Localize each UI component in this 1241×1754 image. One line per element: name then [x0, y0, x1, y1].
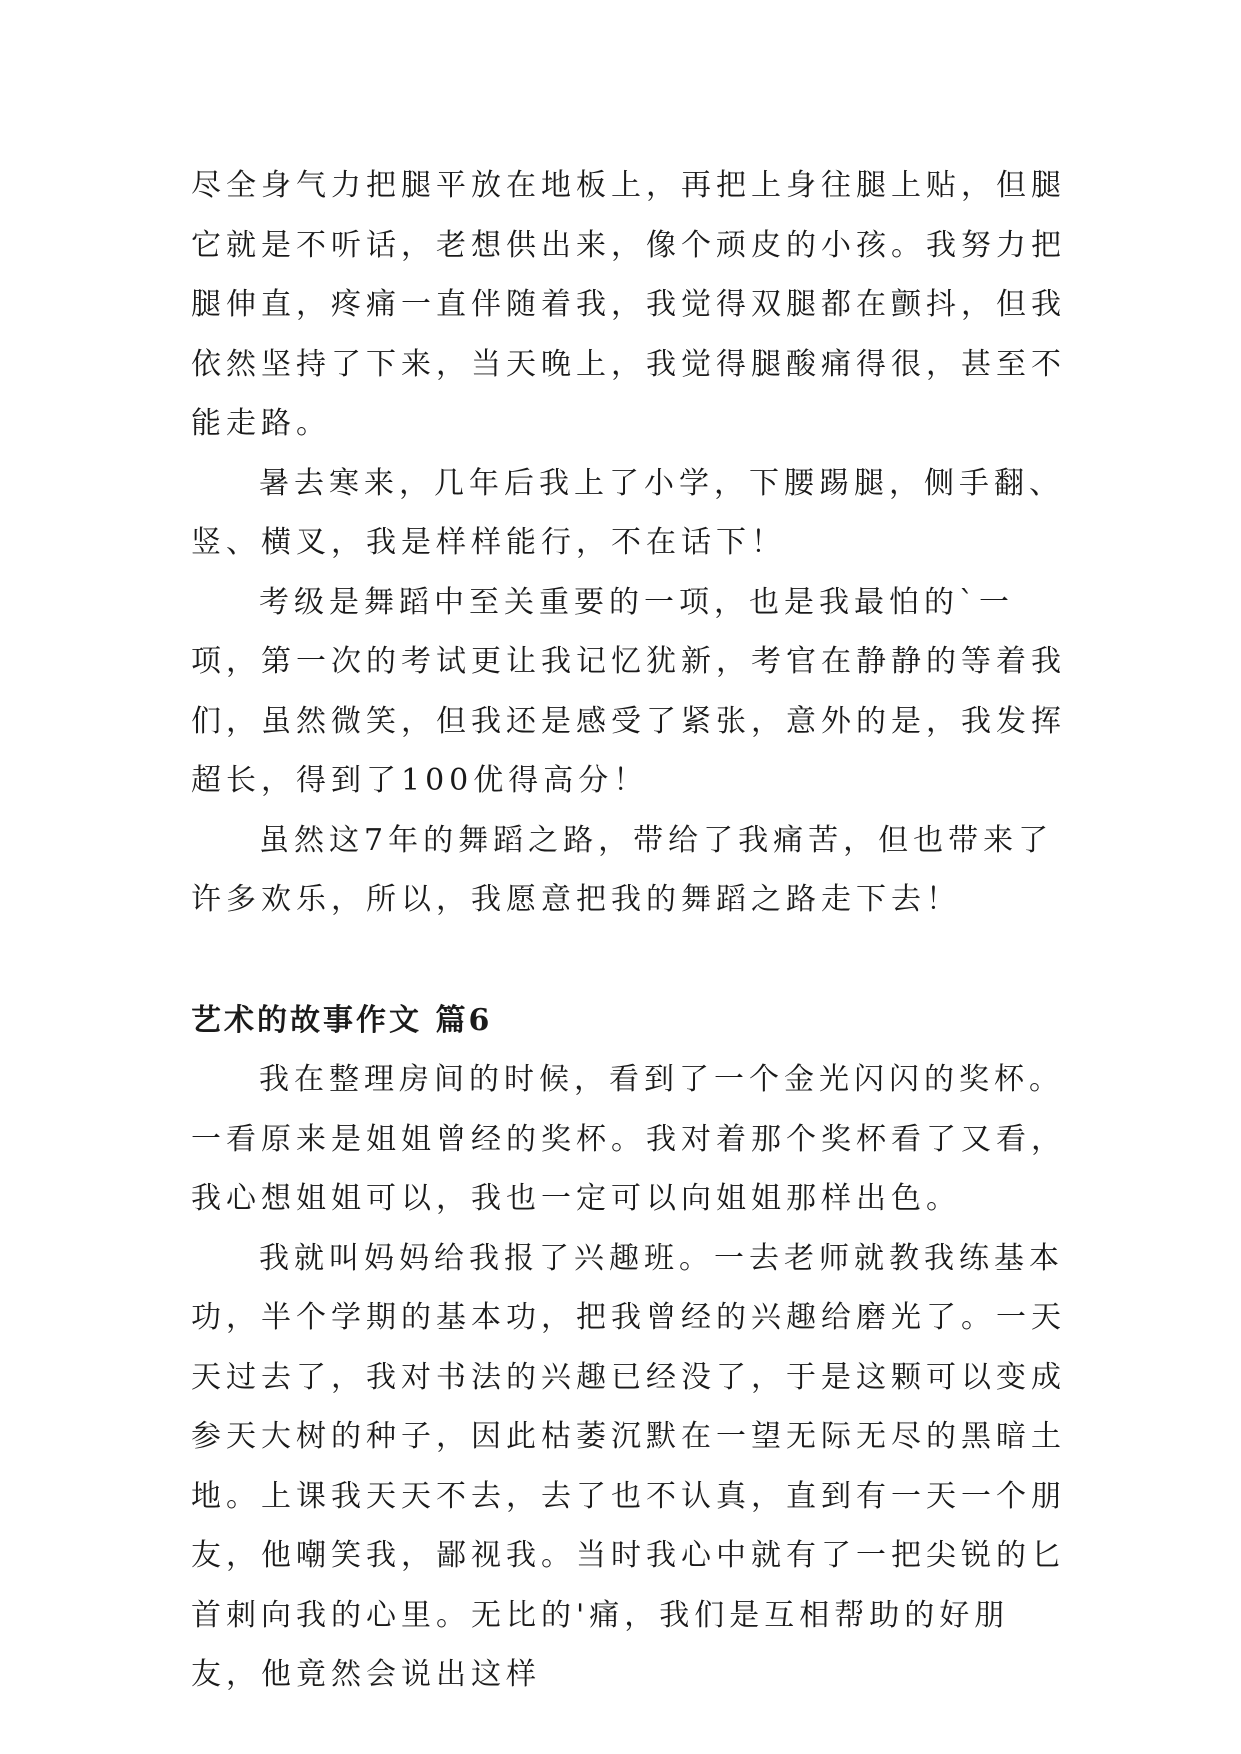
paragraph: 暑去寒来，几年后我上了小学，下腰踢腿，侧手翻、竖、横叉，我是样样能行，不在话下！: [191, 465, 1064, 560]
paragraph-continuation: 尽全身气力把腿平放在地板上，再把上身往腿上贴，但腿它就是不听话，老想供出来，像个顽皮的小孩。我努力把腿伸直，疼痛一直伴随着我，我觉得双腿都在颤抖，但我依然坚持了下来，当天晚上，我觉得腿酸痛得很，甚至不能走路。: [191, 168, 1066, 441]
section-heading: 艺术的故事作文 篇6: [191, 1002, 493, 1038]
paragraph: 我就叫妈妈给我报了兴趣班。一去老师就教我练基本功，半个学期的基本功，把我曾经的兴趣给磨光了。一天天过去了，我对书法的兴趣已经没了，于是这颗可以变成参天大树的种子，因此枯萎沉默在一望无际无尽的黑暗土地。上课我天天不去，去了也不认真，直到有一天一个朋友，他嘲笑我，鄙视我。当时我心中就有了一把尖锐的匕首刺向我的心里。无比的'痛，我们是互相帮助的好朋友，他竟然会说出这样: [191, 1240, 1066, 1692]
section-spacer: [191, 930, 1071, 991]
paragraph: 我在整理房间的时候，看到了一个金光闪闪的奖杯。一看原来是姐姐曾经的奖杯。我对着那个奖杯看了又看，我心想姐姐可以，我也一定可以向姐姐那样出色。: [191, 1062, 1066, 1216]
paragraph: 虽然这7年的舞蹈之路，带给了我痛苦，但也带来了许多欢乐，所以，我愿意把我的舞蹈之路走下去！: [191, 822, 1054, 917]
paragraph: 考级是舞蹈中至关重要的一项，也是我最怕的`一项，第一次的考试更让我记忆犹新，考官在静静的等着我们，虽然微笑，但我还是感受了紧张，意外的是，我发挥超长，得到了100优得高分！: [191, 584, 1066, 798]
document-body: [191, 156, 1071, 1705]
